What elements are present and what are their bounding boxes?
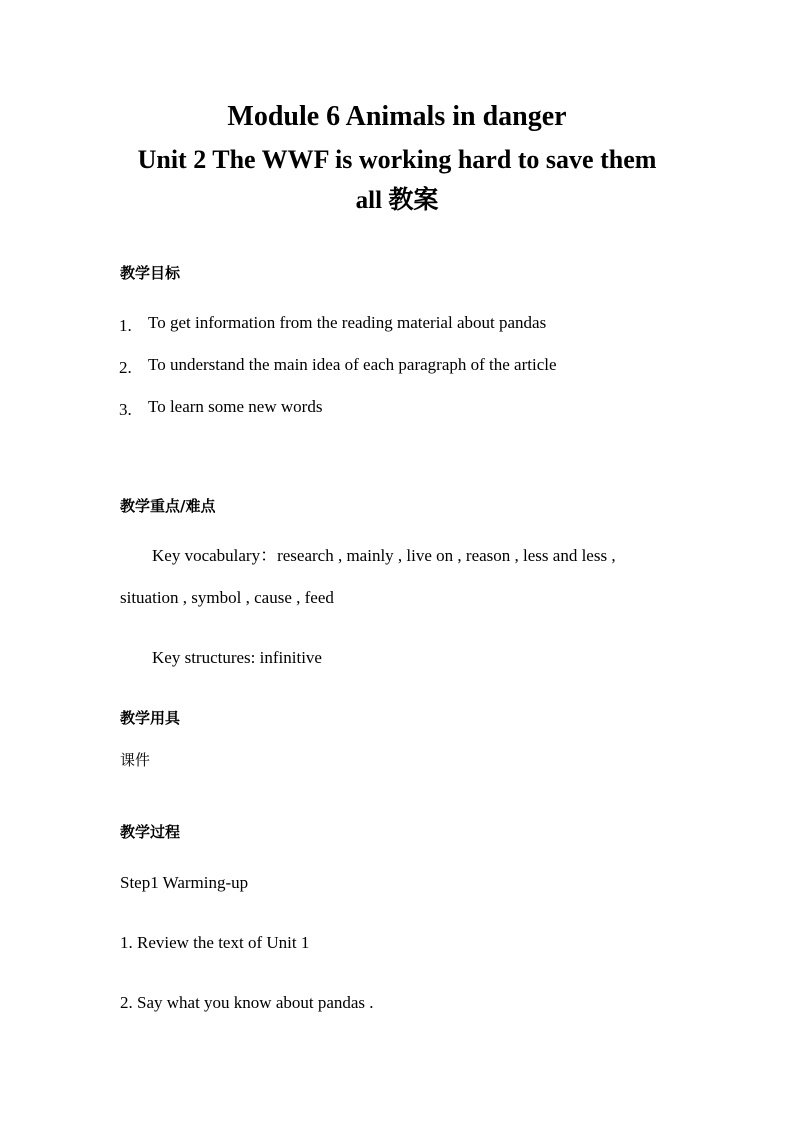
title-module: Module 6 Animals in danger [227,101,567,132]
objective-number: 3. [119,400,132,419]
heading-tools: 教学用具 [120,709,181,727]
title-unit: Unit 2 The WWF is working hard to save them [137,145,657,174]
objective-text: To get information from the reading material about pandas [148,313,547,332]
tools-value: 课件 [120,751,151,769]
key-vocabulary-line1: Key vocabulary：research , mainly , live on , reason , less and less , [152,546,616,565]
process-item: 2. Say what you know about pandas . [120,993,374,1012]
objective-number: 1. [119,316,132,335]
heading-key-points: 教学重点/难点 [120,497,216,515]
title-lesson-plan: all 教案 [355,187,439,214]
process-step: Step1 Warming-up [120,873,249,892]
heading-process: 教学过程 [120,823,181,841]
objective-text: To learn some new words [148,397,323,416]
key-vocabulary-line2: situation , symbol , cause , feed [120,588,334,607]
process-item: 1. Review the text of Unit 1 [120,933,310,952]
objective-text: To understand the main idea of each paragraph of the article [148,355,557,374]
key-structures: Key structures: infinitive [152,648,322,667]
objective-number: 2. [119,358,132,377]
heading-objectives: 教学目标 [120,264,181,282]
